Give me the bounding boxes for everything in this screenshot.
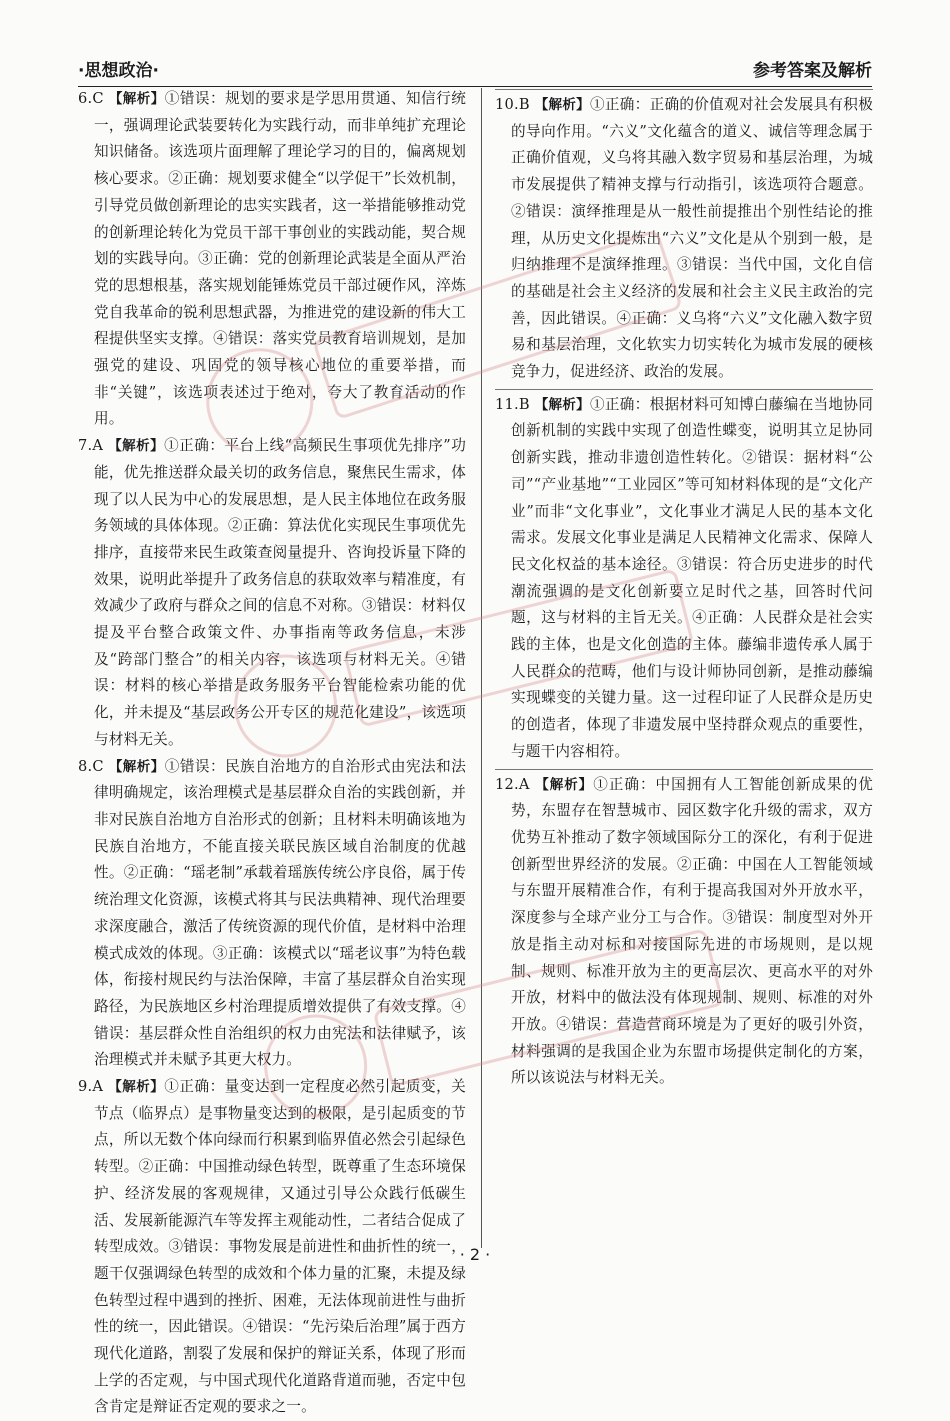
question-number: 9.: [78, 1078, 93, 1096]
analysis-text: ①正确：中国拥有人工智能创新成果的优势，东盟存在智慧城市、园区数字化升级的需求，双方优势互补推动了数字领域国际分工的深化，有利于促进创新型世界经济的发展。②正确：中国在人工智能领域与东盟开展精准合作，有利于提高我国对外开放水平，深度参与全球产业分工与合作。③错误：制度型对外开放是指主动对标和对接国际先进的市场规则，是以规制、规则、标准开放为主的更高层次、更高水平的对外开放，材料中的做法没有体现规制、规则、标准的对外开放。④错误：营造营商环境是为了更好的吸引外资，材料强调的是我国企业为东盟市场提供定制化的方案，所以该说法与材料无关。: [511, 775, 873, 1087]
answer-item-6: [78, 86, 466, 433]
answer-letter: B: [518, 96, 530, 113]
analysis-tag: 【解析】: [108, 1079, 165, 1096]
analysis-tag: 【解析】: [534, 97, 590, 113]
analysis-tag: 【解析】: [535, 776, 594, 793]
answer-item-7: [78, 433, 466, 753]
analysis-tag: 【解析】: [108, 91, 165, 107]
page-number: · 2 ·: [459, 1245, 491, 1264]
column-divider: [481, 88, 482, 1248]
answer-letter: C: [92, 757, 104, 775]
answer-item-10: [495, 89, 873, 386]
page-header: [78, 50, 872, 87]
subject-title: ·思想政治·: [78, 61, 159, 81]
question-number: 12.: [495, 775, 519, 793]
left-column: [78, 86, 466, 1421]
analysis-text: ①正确：根据材料可知博白藤编在当地协同创新机制的实践中实现了创造性蝶变，说明其立足协同创新实践，推动非遗创造性转化。②错误：据材料“公司”“产业基地”“工业园区”等可知材料体现的是“文化产业”而非“文化事业”，文化事业才满足人民的基本文化需求。发展文化事业是满足人民精神文化需求、保障人民文化权益的基本途径。③错误：符合历史进步的时代潮流强调的是文化创新要立足时代之基，回答时代问题，这与材料的主旨无关。④正确：人民群众是社会实践的主体，也是文化创造的主体。藤编非遗传承人属于人民群众的范畴，他们与设计师协同创新，是推动藤编实现蝶变的关键力量。这一过程印证了人民群众是历史的创造者，体现了非遗发展中坚持群众观点的重要性，与题干内容相符。: [511, 395, 873, 760]
analysis-text: ①正确：量变达到一定程度必然引起质变，关节点（临界点）是事物量变达到的极限，是引起质变的节点，所以无数个体向绿而行积累到临界值必然会引起绿色转型。②正确：中国推动绿色转型，既尊重了生态环境保护、经济发展的客观规律，又通过引导公众践行低碳生活、发展新能源汽车等发挥主观能动性，二者结合促成了转型成效。③错误：事物发展是前进性和曲折性的统一，题干仅强调绿色转型的成效和个体力量的汇聚，未提及绿色转型过程中遇到的挫折、困难，无法体现前进性与曲折性的统一，因此错误。④错误：“先污染后治理”属于西方现代化道路，割裂了发展和保护的辩证关系，体现了形而上学的否定观，与中国式现代化道路背道而驰，否定中包含肯定是辩证否定观的要求之一。: [94, 1078, 466, 1416]
question-number: 8.: [78, 757, 93, 775]
analysis-tag: 【解析】: [534, 396, 590, 413]
answer-item-11: [495, 389, 873, 766]
analysis-text: ①正确：正确的价值观对社会发展具有积极的导向作用。“六义”文化蕴含的道义、诚信等理念属于正确价值观，义乌将其融入数字贸易和基层治理，为城市发展提供了精神支撑与行动指引，该选项符合题意。②错误：演绎推理是从一般性前提推出个别性结论的推理，从历史文化提炼出“六义”文化是从个别到一般，是归纳推理不是演绎推理。③错误：当代中国，文化自信的基础是社会主义经济的发展和社会主义民主政治的完善，因此错误。④正确：义乌将“六义”文化融入数字贸易和基层治理，文化软实力切实转化为城市发展的硬核竞争力，促进经济、政治的发展。: [511, 96, 873, 381]
right-column: [495, 86, 873, 1092]
question-number: 6.: [78, 90, 93, 107]
question-number: 11.: [495, 395, 519, 413]
answer-letter: A: [518, 775, 530, 793]
question-number: 10.: [495, 96, 519, 113]
question-number: 7.: [78, 437, 93, 455]
answer-item-12: [495, 769, 873, 1092]
answer-letter: A: [92, 1078, 104, 1096]
answer-letter: B: [518, 395, 530, 413]
section-title: 参考答案及解析: [753, 61, 872, 81]
answer-item-8: [78, 754, 466, 1074]
analysis-text: ①错误：民族自治地方的自治形式由宪法和法律明确规定，该治理模式是基层群众自治的实践创新，并非对民族自治地方自治形式的创新；且材料未明确该地为民族自治地方，不能直接关联民族区域自治制度的优越性。②正确：“瑶老制”承载着瑶族传统公序良俗，属于传统治理文化资源，该模式将其与民法典精神、现代治理要求深度融合，激活了传统资源的现代价值，是材料中治理模式成效的体现。③正确：该模式以“瑶老议事”为特色载体，衔接村规民约与法治保障，丰富了基层群众自治实现路径，为民族地区乡村治理提质增效提供了有效支撑。④错误：基层群众性自治组织的权力由宪法和法律赋予，该治理模式并未赋予其更大权力。: [94, 757, 466, 1069]
answer-letter: A: [92, 437, 104, 455]
analysis-tag: 【解析】: [108, 758, 165, 775]
analysis-tag: 【解析】: [108, 438, 165, 455]
analysis-text: ①错误：规划的要求是学思用贯通、知信行统一，强调理论武装要转化为实践行动，而非单纯扩充理论知识储备。该选项片面理解了理论学习的目的，偏离规划核心要求。②正确：规划要求健全“以学促干”长效机制，引导党员做创新理论的忠实实践者，这一举措能够推动党的创新理论转化为党员干部干事创业的实践动能，契合规划的实践导向。③正确：党的创新理论武装是全面从严治党的思想根基，落实规划能锤炼党员干部过硬作风，淬炼党自我革命的锐利思想武器，为推进党的建设新的伟大工程提供坚实支撑。④错误：落实党员教育培训规划，是加强党的建设、巩固党的领导核心地位的重要举措，而非“关键”，该选项表述过于绝对，夸大了教育活动的作用。: [94, 90, 466, 428]
answer-letter: C: [92, 90, 104, 107]
analysis-text: ①正确：平台上线“高频民生事项优先排序”功能，优先推送群众最关切的政务信息，聚焦民生需求，体现了以人民为中心的发展思想，是人民主体地位在政务服务领域的具体体现。②正确：算法优化实现民生事项优先排序，直接带来民生政策查阅量提升、咨询投诉量下降的效果，说明此举提升了政务信息的获取效率与精准度，有效减少了政府与群众之间的信息不对称。③错误：材料仅提及平台整合政策文件、办事指南等政务信息，未涉及“跨部门整合”的相关内容，该选项与材料无关。④错误：材料的核心举措是政务服务平台智能检索功能的优化，并未提及“基层政务公开专区的规范化建设”，该选项与材料无关。: [94, 437, 467, 748]
